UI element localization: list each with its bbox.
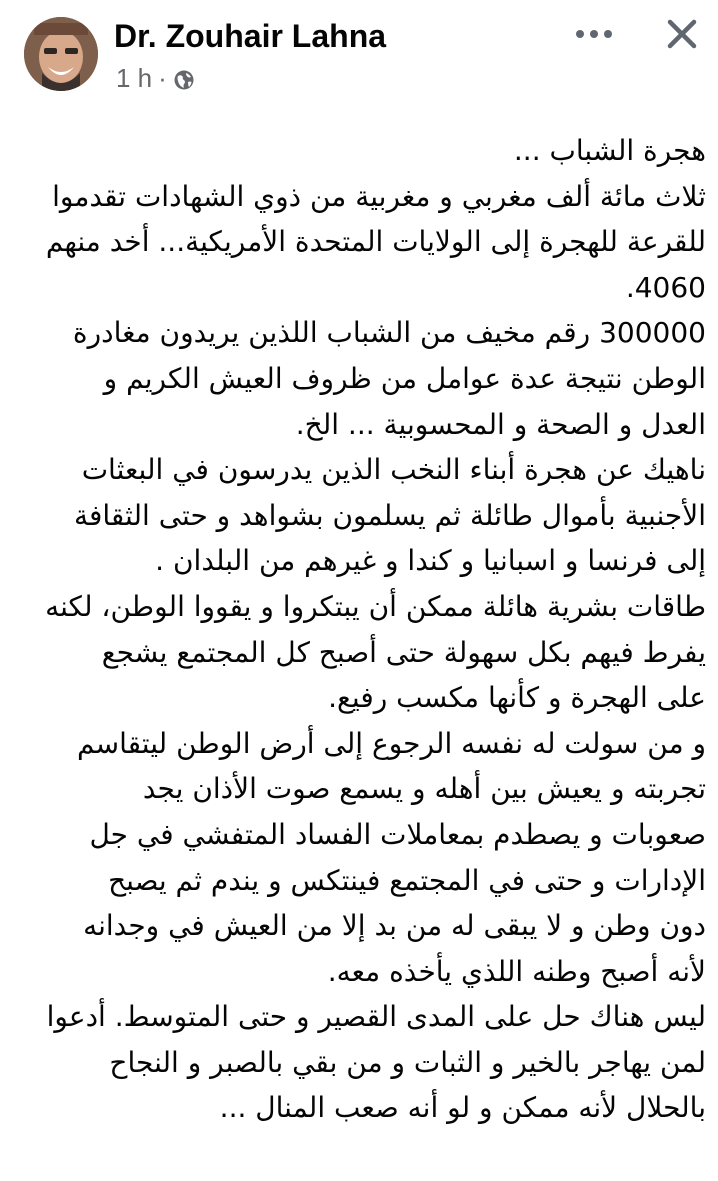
post-line: هجرة الشباب ... [513, 134, 706, 167]
post-line: الإدارات و حتى في المجتمع فينتكس و يندم ثم يصبح [108, 863, 706, 897]
post-line: بالحلال لأنه ممكن و لو أنه صعب المنال ... [219, 1091, 706, 1125]
post-line: ثلاث مائة ألف مغربي و مغربية من ذوي الشهادات تقدموا [52, 179, 706, 213]
close-icon [667, 19, 697, 49]
avatar[interactable] [24, 17, 98, 91]
post-line: لمن يهاجر بالخير و الثبات و من بقي بالصبر و النجاح [109, 1045, 706, 1079]
globe-icon [173, 67, 195, 89]
post-line: للقرعة للهجرة إلى الولايات المتحدة الأمريكية... أخد منهم [45, 225, 706, 259]
post-line: و من سولت له نفسه الرجوع إلى أرض الوطن ليتقاسم [76, 726, 706, 760]
more-horizontal-icon [574, 29, 614, 39]
avatar-image [24, 17, 98, 91]
post-line: إلى فرنسا و اسبانيا و كندا و غيرهم من البلدان . [155, 544, 706, 578]
meta-separator: · [158, 62, 167, 93]
post-line: ناهيك عن هجرة أبناء النخب الذين يدرسون في البعثات [81, 453, 706, 487]
post-time[interactable]: 1 h [116, 62, 153, 93]
post-line: الأجنبية بأموال طائلة ثم يسلمون بشواهد و حتى الثقافة [73, 498, 706, 532]
post-line: لأنه أصبح وطنه اللذي يأخذه معه. [327, 954, 706, 988]
post-line: تجربته و يعيش بين أهله و يسمع صوت الأذان يجد [142, 772, 706, 806]
close-button[interactable] [660, 12, 704, 56]
post-text [20, 128, 706, 1131]
post-line: طاقات بشرية هائلة ممكن أن يبتكروا و يقووا الوطن، لكنه [45, 589, 706, 623]
post-line: على الهجرة و كأنها مكسب رفيع. [328, 681, 706, 715]
more-options-button[interactable] [574, 20, 614, 48]
post-line: يفرط فيهم بكل سهولة حتى أصبح كل المجتمع يشجع [101, 635, 706, 669]
post-line: 300000 رقم مخيف من الشباب اللذين يريدون مغادرة [72, 316, 706, 350]
post-line: دون وطن و لا يبقى له من بد إلا من العيش في وجدانه [83, 909, 706, 943]
post-line: صعوبات و يصطدم بمعاملات الفساد المتفشي في جل [89, 817, 706, 851]
post-line: العدل و الصحة و المحسوبية ... الخ. [295, 407, 706, 441]
post-line: ليس هناك حل على المدى القصير و حتى المتوسط. أدعوا [46, 1000, 706, 1034]
author-name[interactable]: Dr. Zouhair Lahna [114, 18, 387, 54]
post-meta [116, 61, 195, 95]
post-line: 4060. [625, 270, 706, 304]
post-line: الوطن نتيجة عدة عوامل من ظروف العيش الكريم و [103, 361, 706, 395]
post-header [0, 0, 718, 110]
